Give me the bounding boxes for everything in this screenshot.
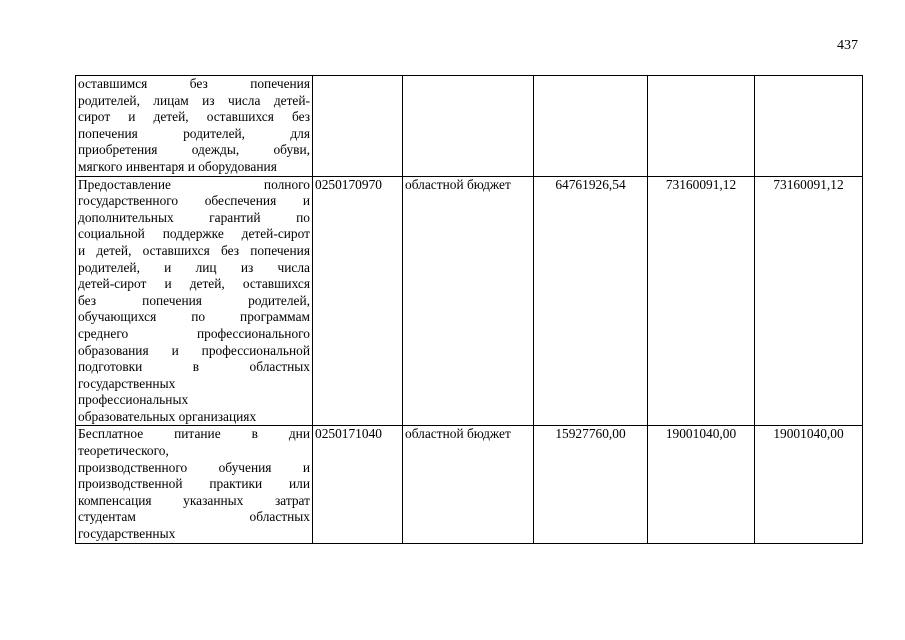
- description-line: родителей, лицам из числа детей-: [78, 92, 310, 108]
- description-line: без попечения родителей,: [78, 292, 310, 308]
- description-line: приобретения одежды, обуви,: [78, 142, 310, 158]
- table-row: [76, 76, 863, 177]
- value-cell-3: 73160091,12: [755, 176, 863, 426]
- value-cell-1: 64761926,54: [534, 176, 648, 426]
- table-row: [76, 176, 863, 426]
- source-cell: областной бюджет: [403, 176, 534, 426]
- description-line: детей-сирот и детей, оставшихся: [78, 276, 310, 292]
- source-cell: областной бюджет: [403, 426, 534, 543]
- description-cell: [76, 426, 313, 543]
- description-line: образовательных организациях: [78, 408, 257, 424]
- code-cell: [313, 76, 403, 177]
- description-line: профессиональных: [78, 392, 189, 408]
- page-number: 437: [837, 38, 858, 53]
- description-line: Бесплатное питание в дни: [78, 426, 310, 442]
- description-line: производственного обучения и: [78, 459, 310, 475]
- description-line: родителей, и лиц из числа: [78, 259, 310, 275]
- description-line: оставшимся без попечения: [78, 76, 310, 91]
- description-line: образования и профессиональной: [78, 342, 310, 358]
- value-cell-3: [755, 76, 863, 177]
- description-line: подготовки в областных: [78, 359, 310, 375]
- value-cell-2: [648, 76, 755, 177]
- description-line: государственного обеспечения и: [78, 193, 310, 209]
- description-line: государственных: [78, 526, 176, 542]
- code-cell: 0250171040: [313, 426, 403, 543]
- description-line: государственных: [78, 375, 176, 391]
- description-cell: [76, 76, 313, 177]
- value-cell-2: 73160091,12: [648, 176, 755, 426]
- description-line: социальной поддержке детей-сирот: [78, 226, 310, 242]
- description-line: компенсация указанных затрат: [78, 492, 310, 508]
- table-row: [76, 426, 863, 543]
- budget-table: [75, 75, 863, 544]
- code-cell: 0250170970: [313, 176, 403, 426]
- description-line: среднего профессионального: [78, 325, 310, 341]
- description-cell: [76, 176, 313, 426]
- source-cell: [403, 76, 534, 177]
- value-cell-1: 15927760,00: [534, 426, 648, 543]
- description-line: Предоставление полного: [78, 176, 310, 192]
- description-line: попечения родителей, для: [78, 125, 310, 141]
- value-cell-3: 19001040,00: [755, 426, 863, 543]
- description-line: теоретического,: [78, 443, 169, 459]
- description-line: мягкого инвентаря и оборудования: [78, 158, 277, 174]
- description-line: и детей, оставшихся без попечения: [78, 242, 310, 258]
- budget-table-body: [76, 76, 863, 544]
- description-line: студентам областных: [78, 509, 310, 525]
- description-line: обучающихся по программам: [78, 309, 310, 325]
- description-line: производственной практики или: [78, 476, 310, 492]
- description-line: сирот и детей, оставшихся без: [78, 109, 310, 125]
- description-line: дополнительных гарантий по: [78, 209, 310, 225]
- value-cell-1: [534, 76, 648, 177]
- value-cell-2: 19001040,00: [648, 426, 755, 543]
